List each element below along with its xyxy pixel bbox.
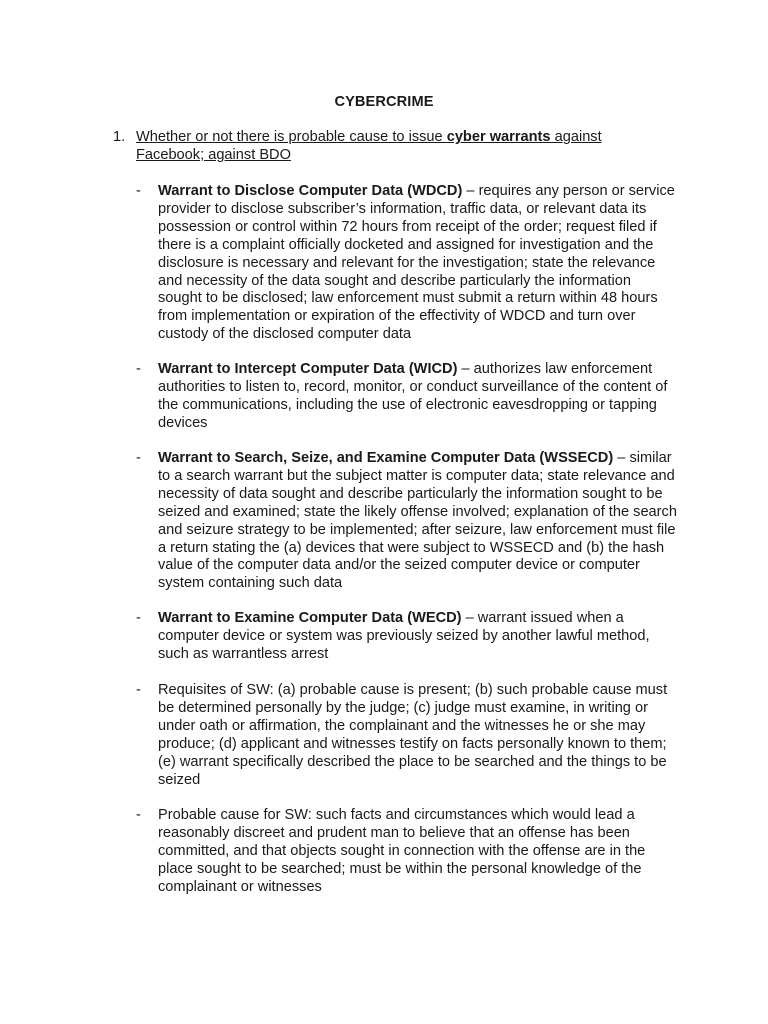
bullet-text — [158, 450, 678, 593]
question-text-bold: cyber warrants — [446, 129, 551, 145]
bullet-dash: - — [136, 450, 141, 466]
bullet-body: – requires any person or service provider to disclose subscriber’s information, traffic data, or relevant data its possession or control within 72 hours from receipt of the order; request filed if there is a complaint officially docketed and assigned for investigation and the disclosure is necessary and relevant for the investigation; state the relevance and necessity of the data sought and describe particularly the information sought to be disclosed; law enforcement must submit a return within 48 hours from implementation or expiration of the effectivity of WDCD and turn over custody of the disclosed computer data — [158, 183, 675, 343]
bullet-dash: - — [136, 361, 141, 377]
bullet-text — [158, 183, 678, 344]
bullet-text — [158, 361, 678, 433]
bullet-body: Requisites of SW: (a) probable cause is present; (b) such probable cause must be determined personally by the judge; (c) judge must examine, in writing or under oath or affirmation, the complainant and the witnesses he or she may produce; (d) applicant and witnesses testify on facts personally known to them; (e) warrant specifically described the place to be searched and the things to be seized — [158, 682, 668, 788]
bullet-text — [158, 610, 678, 664]
bullet-text — [158, 807, 678, 897]
bullet-body: Probable cause for SW: such facts and circumstances which would lead a reasonably discreet and prudent man to believe that an offense has been committed, and that objects sought in connection with the offense are in the place sought to be searched; must be within the personal knowledge of the complainant or witnesses — [158, 807, 646, 895]
question-number: 1. — [113, 129, 126, 145]
question-text-after: against Facebook; against BDO — [136, 129, 602, 163]
bullet-dash: - — [136, 610, 141, 626]
bullet-heading: Warrant to Examine Computer Data (WECD) — [158, 610, 462, 626]
question-text — [136, 129, 636, 165]
bullet-dash: - — [136, 682, 141, 698]
bullet-body: – warrant issued when a computer device or system was previously seized by another lawful method, such as warrantless arrest — [158, 610, 650, 662]
bullet-heading: Warrant to Intercept Computer Data (WICD) — [158, 361, 458, 377]
bullet-text — [158, 682, 678, 789]
bullet-body: – similar to a search warrant but the subject matter is computer data; state relevance and necessity of data sought and describe particularly the information sought to be seized and examined; state the likely offense involved; explanation of the search and seizure strategy to be implemented; after seizure, law enforcement must file a return stating the (a) devices that were subject to WSSECD and (b) the hash value of the computer data and/or the seized computer device or computer system containing such data — [158, 450, 677, 592]
document-title: CYBERCRIME — [334, 94, 434, 110]
bullet-body: – authorizes law enforcement authorities to listen to, record, monitor, or conduct surveillance of the content of the communications, including the use of electronic eavesdropping or tapping devices — [158, 361, 668, 431]
bullet-heading: Warrant to Search, Seize, and Examine Computer Data (WSSECD) — [158, 450, 614, 466]
bullet-dash: - — [136, 183, 141, 199]
question-text-before: Whether or not there is probable cause to issue — [136, 129, 447, 145]
bullet-dash: - — [136, 807, 141, 823]
bullet-heading: Warrant to Disclose Computer Data (WDCD) — [158, 183, 463, 199]
